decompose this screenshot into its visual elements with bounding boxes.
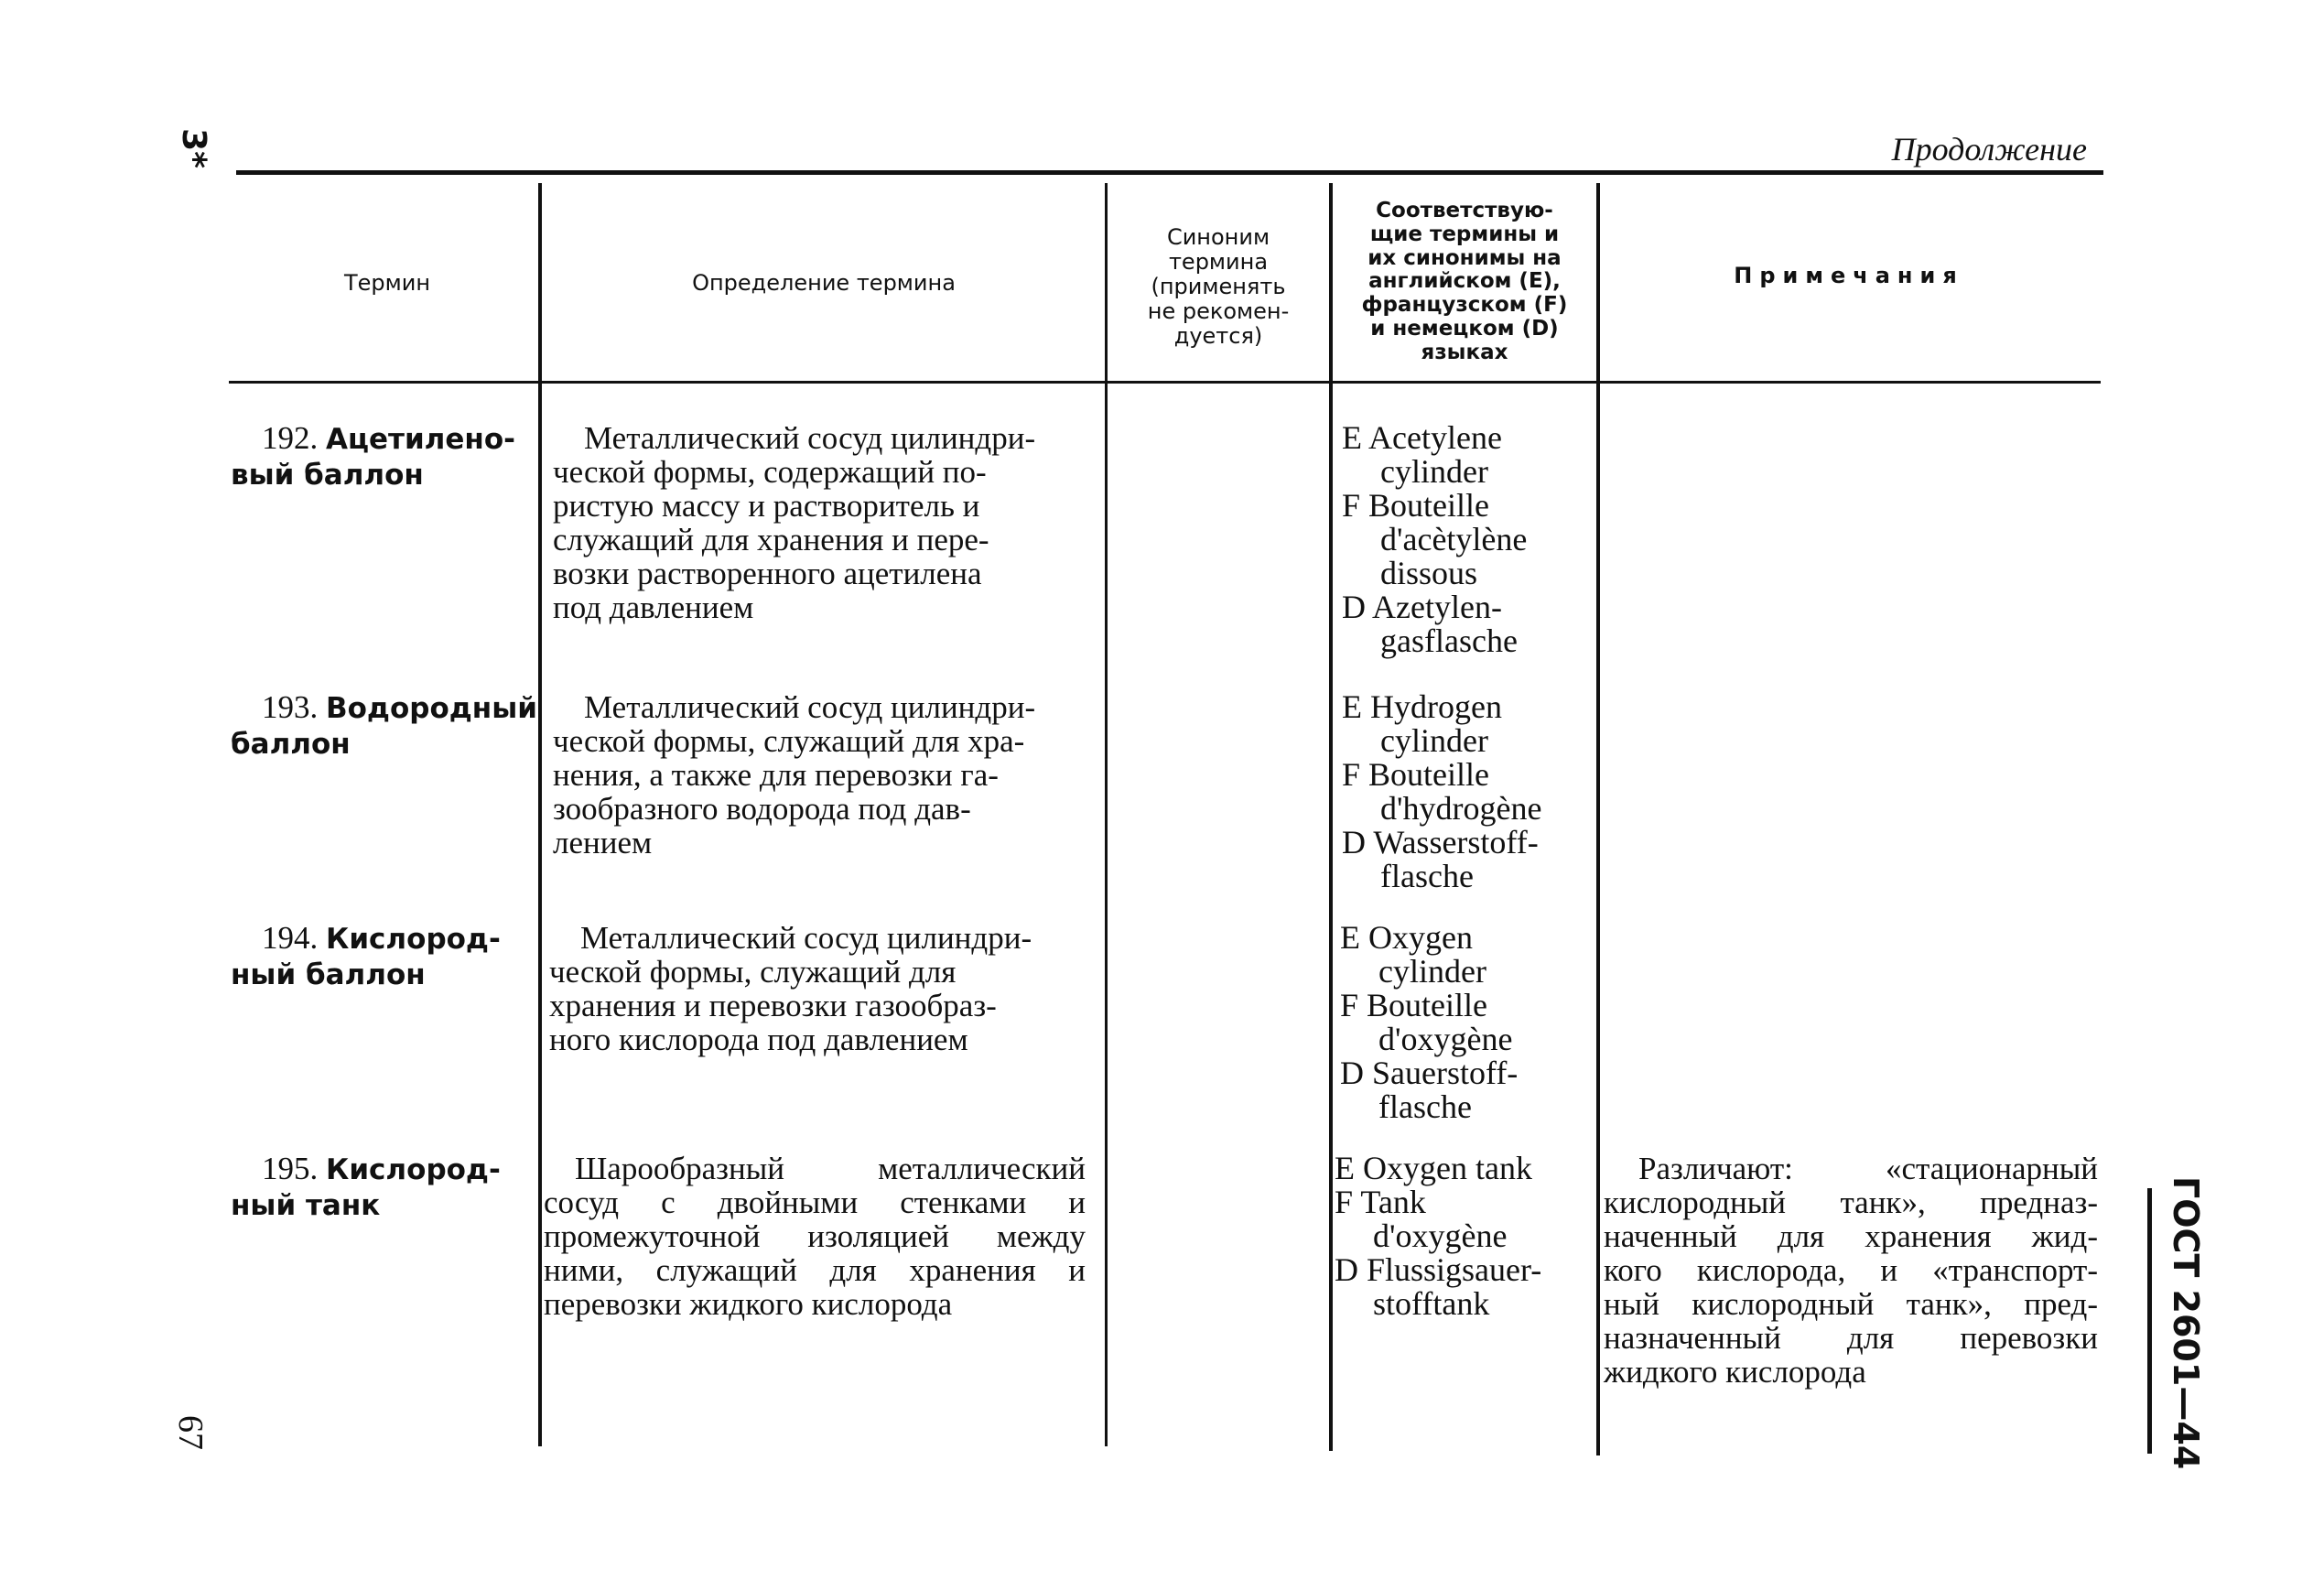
header-term: Термин: [343, 270, 431, 296]
header-definition: Определение термина: [692, 270, 956, 296]
definition-195: Шарообразный металлический сосуд с двойными стенками и промежуточной изоляцией между ними, служащий для хранения и перевозки жидкого кислорода: [544, 1151, 1086, 1322]
continuation-label: Продолжение: [1891, 131, 2087, 168]
equivalents-193: E Hydrogen cylinder F Bouteille d'hydrogène D Wasserstoff- flasche: [1342, 688, 1542, 894]
col-divider-3: [1329, 183, 1333, 1451]
col-divider-4: [1596, 183, 1600, 1455]
term-195: 195. Кислород- ный танк: [231, 1151, 501, 1222]
col-divider-2: [1105, 183, 1108, 1446]
definition-192: Металлический сосуд цилиндри- ческой формы, содержащий по- ристую массу и растворитель и служащий для хранения и пере- возки растворенного ацетилена под давлением: [553, 420, 1036, 625]
col-divider-1: [538, 183, 542, 1446]
term-194: 194. Кислород- ный баллон: [231, 920, 501, 991]
definition-194: Металлический сосуд цилиндри- ческой формы, служащий для хранения и перевозки газообраз- ного кислорода под давлением: [549, 920, 1032, 1057]
equivalents-195: E Oxygen tank F Tank d'oxygène D Flussigsauer- stofftank: [1335, 1150, 1542, 1322]
top-rule: [236, 170, 2103, 175]
term-192: 192. Ацетилено- вый баллон: [231, 420, 515, 492]
equivalents-194: E Oxygen cylinder F Bouteille d'oxygène D Sauerstoff- flasche: [1340, 919, 1519, 1125]
equivalents-192: E Acetylene cylinder F Bouteille d'acètylène dissous D Azetylen- gasflasche: [1342, 419, 1528, 659]
note-195: Различают: «стационарный кислородный танк», предназ- наченный для хранения жид- кого кислорода, и «транспорт- ный кислородный танк», пред- назначенный для перевозки жидкого кислорода: [1604, 1151, 2098, 1390]
header-notes: Примечания: [1734, 263, 1964, 288]
header-equivalents: Соответствую- щие термины и их синонимы на английском (E), французском (F) и немецком (D) языках: [1361, 199, 1568, 364]
term-193: 193. Водородный баллон: [231, 689, 537, 761]
header-rule: [229, 381, 2101, 384]
standard-rule: [2147, 1188, 2152, 1454]
section-mark: 3*: [175, 128, 212, 168]
definition-193: Металлический сосуд цилиндри- ческой формы, служащий для хра- нения, а также для перевозки га- зообразного водорода под дав- лением: [553, 689, 1036, 860]
header-synonym: Синоним термина (применять не рекомен- дуется): [1147, 224, 1290, 349]
page-number: 67: [171, 1415, 210, 1450]
standard-code: ГОСТ 2601—44: [2166, 1176, 2206, 1470]
